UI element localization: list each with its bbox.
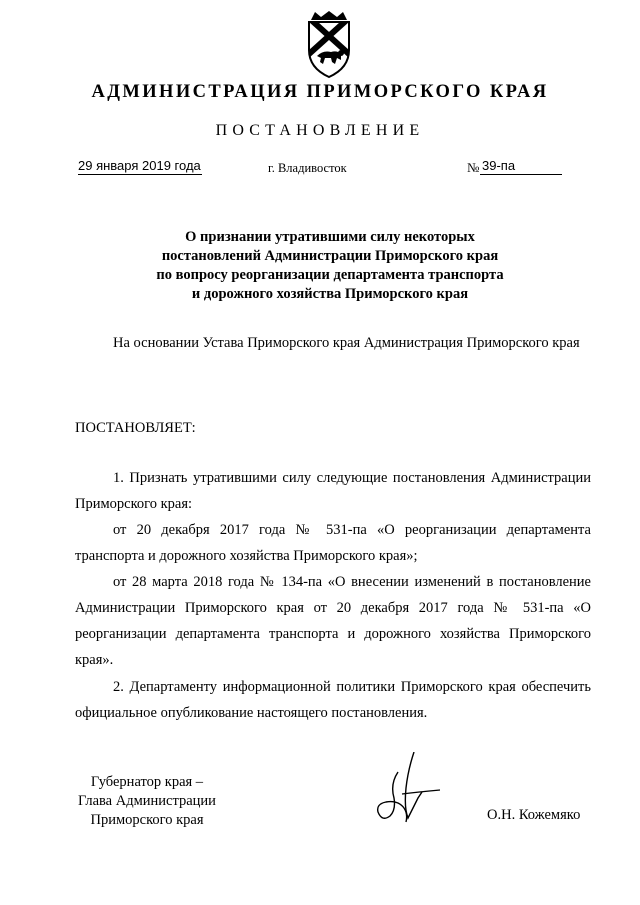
- document-type: ПОСТАНОВЛЕНИЕ: [215, 122, 425, 139]
- document-number: 39-па: [480, 158, 562, 175]
- reference-1-paragraph: от 20 декабря 2017 года № 531-па «О реорганизации департамента транспорта и дорожного хозяйства Приморского края»;: [75, 522, 591, 564]
- number-label: №: [467, 160, 480, 175]
- signatory-title-line: Приморского края: [90, 812, 204, 828]
- item-2-paragraph: 2. Департаменту информационной политики Приморского края обеспечить официальное опубликование настоящего постановления.: [75, 679, 591, 721]
- document-city: г. Владивосток: [268, 161, 347, 175]
- organization-name: АДМИНИСТРАЦИЯ ПРИМОРСКОГО КРАЯ: [91, 82, 549, 102]
- basis-paragraph: На основании Устава Приморского края Администрация Приморского края: [113, 335, 580, 351]
- document-title: [100, 228, 560, 304]
- signatory-name: О.Н. Кожемяко: [487, 807, 581, 823]
- document-date: 29 января 2019 года: [78, 158, 201, 173]
- signatory-title-line: Губернатор края –: [90, 774, 204, 790]
- title-line: О признании утратившими силу некоторых: [185, 229, 475, 245]
- title-line: по вопросу реорганизации департамента транспорта: [156, 267, 504, 283]
- coat-of-arms-icon: [301, 10, 357, 80]
- title-line: и дорожного хозяйства Приморского края: [191, 286, 469, 302]
- signatory-title-line: Глава Администрации: [78, 793, 216, 809]
- reference-2-paragraph: от 28 марта 2018 года № 134-па «О внесении изменений в постановление Администрации Приморского края от 20 декабря 2017 года № 531-па «О реорганизации департамента транспорта и дорожного хозяйства Приморского края».: [75, 574, 591, 668]
- signatory-title: [72, 773, 222, 830]
- item-1-paragraph: 1. Признать утратившими силу следующие постановления Администрации Приморского края:: [75, 470, 591, 512]
- signature-icon: [368, 752, 448, 832]
- decree-heading: ПОСТАНОВЛЯЕТ:: [75, 420, 196, 436]
- title-line: постановлений Администрации Приморского края: [161, 248, 499, 264]
